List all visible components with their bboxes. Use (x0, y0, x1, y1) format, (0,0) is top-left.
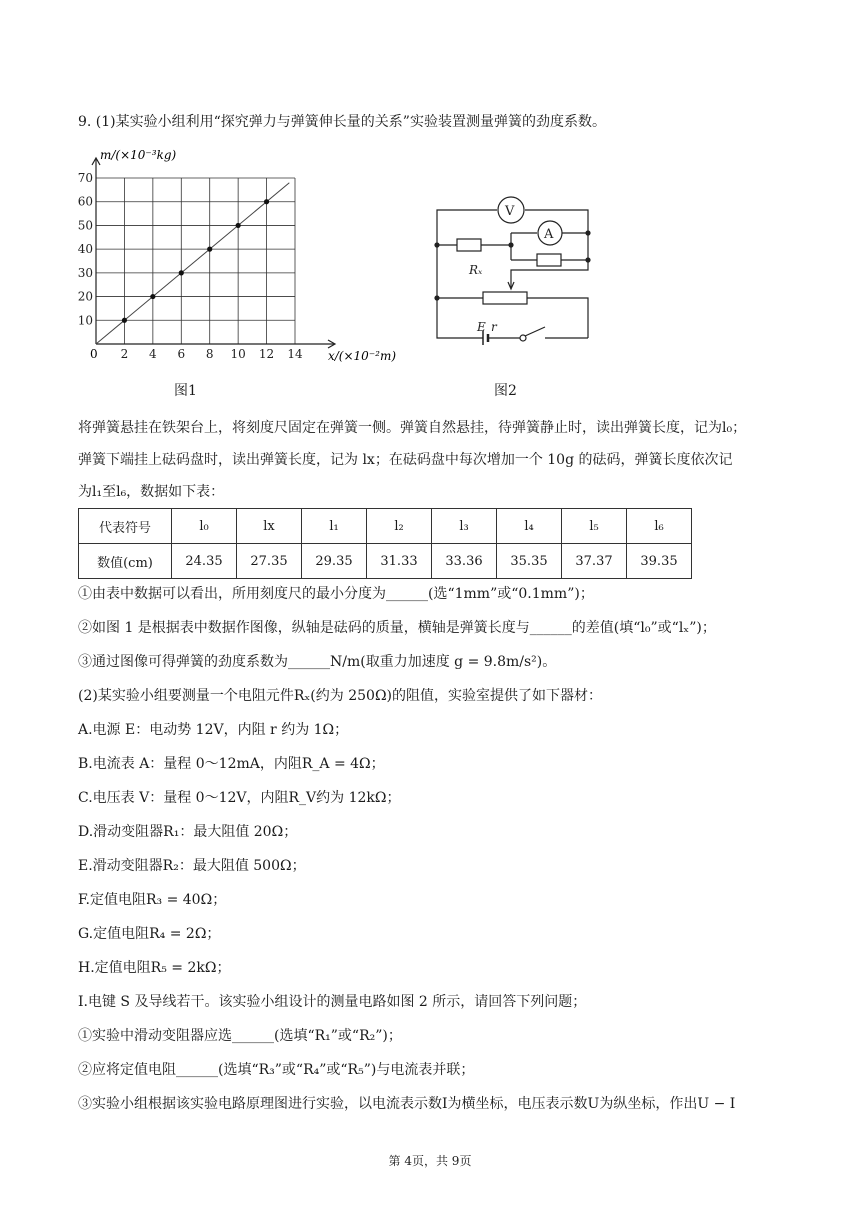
chart-points (96, 183, 289, 344)
equipment-item: H.定值电阻R₅ = 2kΩ； (78, 960, 231, 976)
y-tick-label: 10 (77, 313, 93, 328)
table-header-row (79, 509, 692, 544)
equipment-item: G.定值电阻R₄ = 2Ω； (78, 926, 221, 942)
y-tick-label: 50 (77, 218, 93, 233)
y-tick-label: 20 (77, 289, 93, 304)
y-tick-label: 60 (77, 194, 93, 209)
ammeter-icon (538, 221, 562, 245)
svg-text:r: r (491, 320, 497, 334)
equipment-item: A.电源 E：电动势 12V，内阻 r 约为 1Ω； (78, 722, 349, 738)
svg-text:A: A (544, 227, 554, 242)
equipment-item: D.滑动变阻器R₁：最大阻值 20Ω； (78, 824, 298, 840)
y-tick-label: 30 (77, 265, 93, 280)
page-footer: 第 4页，共 9页 (388, 1154, 472, 1168)
table-row (79, 544, 692, 579)
rheostat (483, 292, 527, 304)
figure2-caption: 图2 (494, 383, 517, 399)
equipment-item: B.电流表 A：量程 0～12mA，内阻R_A = 4Ω； (78, 756, 385, 772)
description-line-1: 将弹簧悬挂在铁架台上，将刻度尺固定在弹簧一侧。弹簧自然悬挂，待弹簧静止时，读出弹簧长度，记为l₀； (78, 420, 747, 436)
x-tick-label: 12 (258, 347, 275, 361)
x-tick-label: 4 (149, 347, 157, 361)
table-cell: l₃ (432, 509, 497, 544)
svg-text:V: V (505, 204, 515, 219)
table-cell: 35.35 (497, 544, 562, 579)
equipment-item: E.滑动变阻器R₂：最大阻值 500Ω； (78, 858, 306, 874)
y-tick-label: 70 (77, 171, 93, 185)
question-intro: 9. (1)某实验小组利用“探究弹力与弹簧伸长量的关系”实验装置测量弹簧的劲度系数。 (78, 114, 606, 130)
part2-question-1: ①实验中滑动变阻器应选______(选填“R₁”或“R₂”)； (78, 1028, 402, 1044)
chart-ylabel: m/(×10⁻³kg) (100, 148, 177, 162)
part2-question-3: ③实验小组根据该实验电路原理图进行实验，以电流表示数I为横坐标，电压表示数U为纵坐标，作出U − I (78, 1096, 736, 1112)
sub-question-2: ②如图 1 是根据表中数据作图像，纵轴是砝码的质量，横轴是弹簧长度与______的差值(填“l₀”或“lₓ”)； (78, 620, 716, 636)
sub-question-1: ①由表中数据可以看出，所用刻度尺的最小分度为______(选“1mm”或“0.1mm”)； (78, 586, 594, 602)
description-line-3: 为l₁至l₆，数据如下表： (78, 484, 225, 500)
shunt-resistor (537, 254, 561, 266)
figure2-circuit (425, 190, 605, 360)
data-point (264, 199, 269, 204)
table-cell: l₄ (497, 509, 562, 544)
data-point (179, 270, 184, 275)
chart-xlabel: x/(×10⁻²m) (328, 349, 397, 363)
table-cell: 数值(cm) (79, 544, 172, 579)
table-cell: l₂ (367, 509, 432, 544)
table-cell: 39.35 (627, 544, 692, 579)
table-cell: l₅ (562, 509, 627, 544)
table-cell: l₀ (172, 509, 237, 544)
equipment-item: C.电压表 V：量程 0～12V，内阻R_V约为 12kΩ； (78, 790, 401, 806)
data-point (150, 294, 155, 299)
data-table (78, 508, 692, 579)
data-point (236, 223, 241, 228)
rx-resistor (457, 239, 481, 251)
equipment-item: F.定值电阻R₃ = 40Ω； (78, 892, 227, 908)
chart-origin-label: 0 (90, 347, 98, 361)
x-tick-label: 2 (120, 347, 129, 361)
table-cell: lx (237, 509, 302, 544)
table-cell: 37.37 (562, 544, 627, 579)
table-cell: l₆ (627, 509, 692, 544)
table-cell: 29.35 (302, 544, 367, 579)
x-tick-label: 10 (230, 347, 246, 361)
x-tick-label: 8 (205, 347, 214, 361)
voltmeter-icon (498, 197, 524, 223)
svg-text:E: E (477, 320, 486, 334)
data-point (207, 247, 212, 252)
data-point (122, 318, 127, 323)
equipment-item: I.电键 S 及导线若干。该实验小组设计的测量电路如图 2 所示，请回答下列问题； (78, 994, 587, 1010)
svg-text:Rₓ: Rₓ (469, 263, 483, 277)
table-cell: l₁ (302, 509, 367, 544)
part2-intro: (2)某实验小组要测量一个电阻元件Rₓ(约为 250Ω)的阻值，实验室提供了如下器材： (78, 688, 603, 704)
table-cell: 24.35 (172, 544, 237, 579)
y-tick-label: 40 (77, 242, 93, 257)
table-cell: 27.35 (237, 544, 302, 579)
chart-axes (92, 158, 335, 348)
figure1-caption: 图1 (174, 383, 197, 399)
figure1-chart (77, 145, 422, 377)
table-cell: 31.33 (367, 544, 432, 579)
table-cell: 33.36 (432, 544, 497, 579)
description-line-2: 弹簧下端挂上砝码盘时，读出弹簧长度，记为 lx；在砝码盘中每次增加一个 10g 的砝码，弹簧长度依次记 (78, 452, 733, 468)
sub-question-3: ③通过图像可得弹簧的劲度系数为______N/m(取重力加速度 g = 9.8m/s²)。 (78, 654, 557, 670)
part2-question-2: ②应将定值电阻______(选填“R₃”或“R₄”或“R₅”)与电流表并联； (78, 1062, 475, 1078)
x-tick-label: 14 (287, 347, 303, 361)
x-tick-label: 6 (177, 347, 186, 361)
table-cell: 代表符号 (79, 509, 172, 544)
